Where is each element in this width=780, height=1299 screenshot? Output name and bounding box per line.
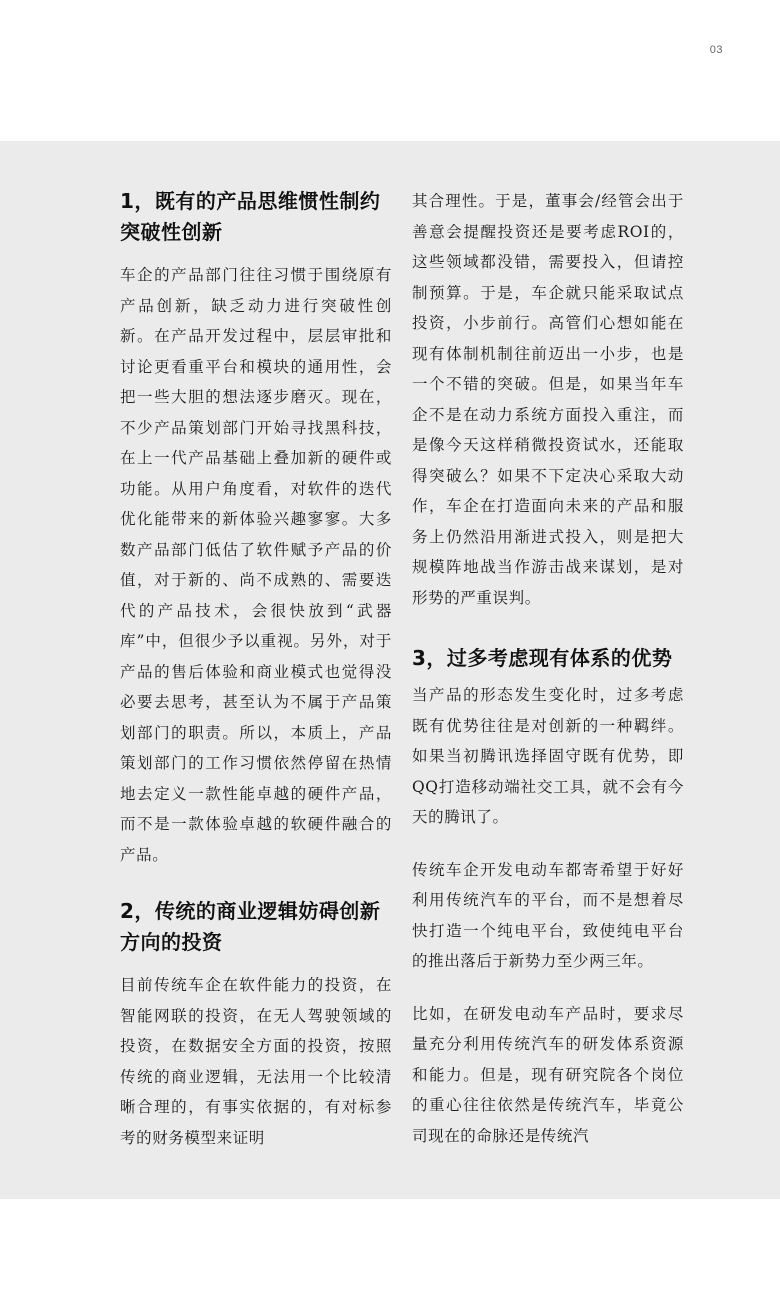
page-number: 03 [709,44,723,56]
section-2-body: 目前传统车企在软件能力的投资，在智能网联的投资，在无人驾驶领域的投资，在数据安全方面的投资，按照传统的商业逻辑，无法用一个比较清晰合理的，有事实依据的，有对标参考的财务模型来证明 [120,976,392,1147]
left-column [120,186,392,1153]
right-column [412,186,684,1151]
section-2-heading: 2，传统的商业逻辑妨碍创新方向的投资 [120,899,381,954]
section-3-paragraph-2: 传统车企开发电动车都寄希望于好好利用传统汽车的平台，而不是想着尽快打造一个纯电平台，致使纯电平台的推出落后于新势力至少两三年。 [412,860,684,970]
section-2-continuation: 其合理性。于是，董事会/经管会出于善意会提醒投资还是要考虑ROI的，这些领域都没错，需要投入，但请控制预算。于是，车企就只能采取试点投资，小步前行。高管们心想如能在现有体制机制往前迈出一小步，也是一个不错的突破。但是，如果当年车企不是在动力系统方面投入重注，而是像今天这样稍微投资试水，还能取得突破么？如果不下定决心采取大动作，车企在打造面向未来的产品和服务上仍然沿用渐进式投入，则是把大规模阵地战当作游击战来谋划，是对形势的严重误判。 [412,192,684,607]
section-1-heading: 1，既有的产品思维惯性制约突破性创新 [120,189,381,244]
section-3-heading: 3，过多考虑现有体系的优势 [412,646,673,670]
section-3-paragraph-1: 当产品的形态发生变化时，过多考虑既有优势往往是对创新的一种羁绊。如果当初腾讯选择固守既有优势，即QQ打造移动端社交工具，就不会有今天的腾讯了。 [412,686,684,826]
section-1-body: 车企的产品部门往往习惯于围绕原有产品创新，缺乏动力进行突破性创新。在产品开发过程中，层层审批和讨论更看重平台和模块的通用性，会把一些大胆的想法逐步磨灭。现在，不少产品策划部门开始寻找黑科技，在上一代产品基础上叠加新的硬件或功能。从用户角度看，对软件的迭代优化能带来的新体验兴趣寥寥。大多数产品部门低估了软件赋予产品的价值，对于新的、尚不成熟的、需要迭代的产品技术，会很快放到“武器库”中，但很少予以重视。另外，对于产品的售后体验和商业模式也觉得没必要去思考，甚至认为不属于产品策划部门的职责。所以，本质上，产品策划部门的工作习惯依然停留在热情地去定义一款性能卓越的硬件产品，而不是一款体验卓越的软硬件融合的产品。 [120,266,392,864]
section-3-paragraph-3: 比如，在研发电动车产品时，要求尽量充分利用传统汽车的研发体系资源和能力。但是，现有研究院各个岗位的重心往往依然是传统汽车，毕竟公司现在的命脉还是传统汽 [412,1004,684,1145]
